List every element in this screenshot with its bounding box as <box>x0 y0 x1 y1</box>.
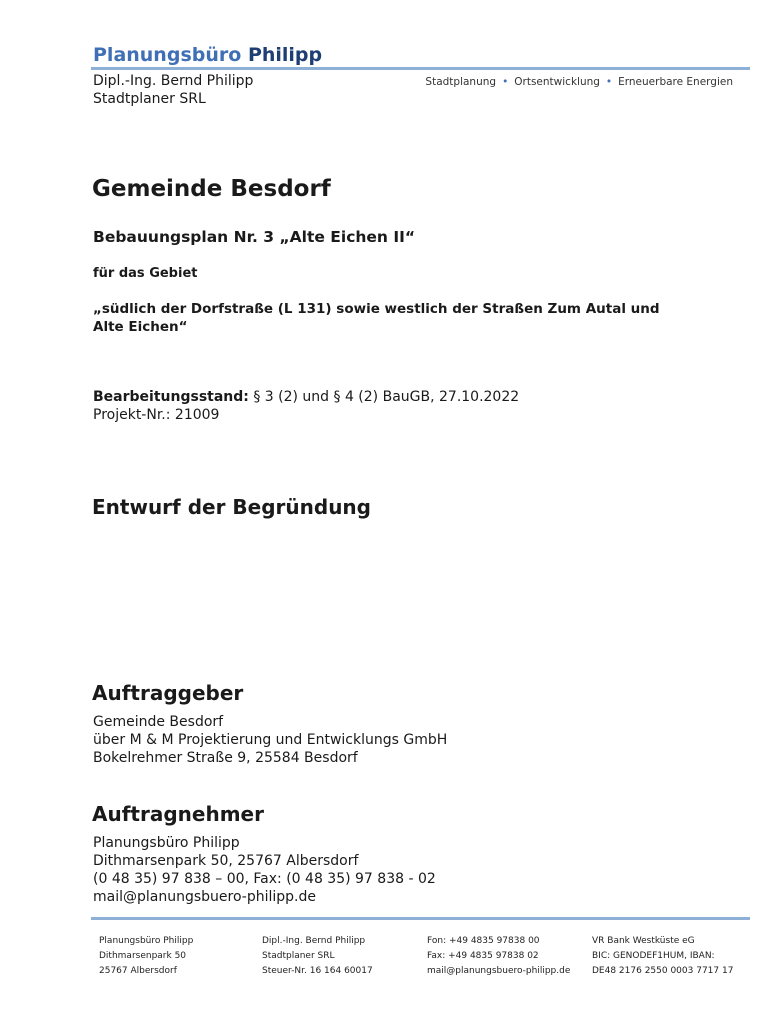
footer-line: DE48 2176 2550 0003 7717 17 <box>592 966 734 976</box>
footer-column-owner <box>262 934 373 979</box>
area-intro: für das Gebiet <box>93 266 198 281</box>
footer-line: BIC: GENODEF1HUM, IBAN: <box>592 951 715 961</box>
footer-column-company <box>99 934 193 979</box>
tagline-item: Ortsentwicklung <box>514 76 600 88</box>
plan-title: Bebauungsplan Nr. 3 „Alte Eichen II“ <box>93 228 416 246</box>
contractor-email: mail@planungsbuero-philipp.de <box>93 889 317 905</box>
tagline-item: Stadtplanung <box>425 76 497 88</box>
project-number: Projekt-Nr.: 21009 <box>93 407 220 423</box>
municipality-title: Gemeinde Besdorf <box>92 176 331 202</box>
company-brand <box>93 44 322 66</box>
footer-line: Fax: +49 4835 97838 02 <box>427 951 539 961</box>
contractor-line: Dithmarsenpark 50, 25767 Albersdorf <box>93 853 359 869</box>
status-label: Bearbeitungsstand: <box>93 389 249 405</box>
contractor-line: (0 48 35) 97 838 – 00, Fax: (0 48 35) 97 838 - 02 <box>93 871 436 887</box>
footer-column-contact <box>427 934 570 979</box>
contractor-address <box>93 834 436 906</box>
contractor-line: Planungsbüro Philipp <box>93 835 240 851</box>
footer-line: VR Bank Westküste eG <box>592 936 695 946</box>
footer-line: Planungsbüro Philipp <box>99 936 194 946</box>
status-value: § 3 (2) und § 4 (2) BauGB, 27.10.2022 <box>253 389 520 405</box>
author-name: Dipl.-Ing. Bernd Philipp <box>93 73 254 89</box>
document-type-title: Entwurf der Begründung <box>92 495 371 519</box>
area-description: „südlich der Dorfstraße (L 131) sowie westlich der Straßen Zum Autal und Alte Eichen“ <box>93 301 660 335</box>
footer-line: 25767 Albersdorf <box>99 966 177 976</box>
footer-line: Dithmarsenpark 50 <box>99 951 187 961</box>
footer-line: Steuer-Nr. 16 164 60017 <box>262 966 373 976</box>
footer-line: Fon: +49 4835 97838 00 <box>427 936 540 946</box>
footer-divider <box>91 917 750 920</box>
client-heading: Auftraggeber <box>92 681 244 705</box>
company-tagline <box>425 76 733 88</box>
tagline-separator: • <box>605 76 613 88</box>
footer-line: Dipl.-Ing. Bernd Philipp <box>262 936 366 946</box>
footer-line: mail@planungsbuero-philipp.de <box>427 966 571 976</box>
tagline-item: Erneuerbare Energien <box>618 76 733 88</box>
client-line: Gemeinde Besdorf <box>93 714 224 730</box>
client-line: über M & M Projektierung und Entwicklungs GmbH <box>93 732 448 748</box>
contractor-heading: Auftragnehmer <box>92 802 264 826</box>
author-info <box>93 72 253 108</box>
header-divider <box>91 67 750 70</box>
processing-status <box>93 388 519 424</box>
tagline-separator: • <box>502 76 509 88</box>
footer-line: Stadtplaner SRL <box>262 951 335 961</box>
brand-first-word: Planungsbüro <box>93 44 242 66</box>
brand-second-word: Philipp <box>247 44 323 66</box>
client-line: Bokelrehmer Straße 9, 25584 Besdorf <box>93 750 358 766</box>
client-address <box>93 713 447 767</box>
author-title: Stadtplaner SRL <box>93 91 206 107</box>
footer-column-bank <box>592 934 733 979</box>
